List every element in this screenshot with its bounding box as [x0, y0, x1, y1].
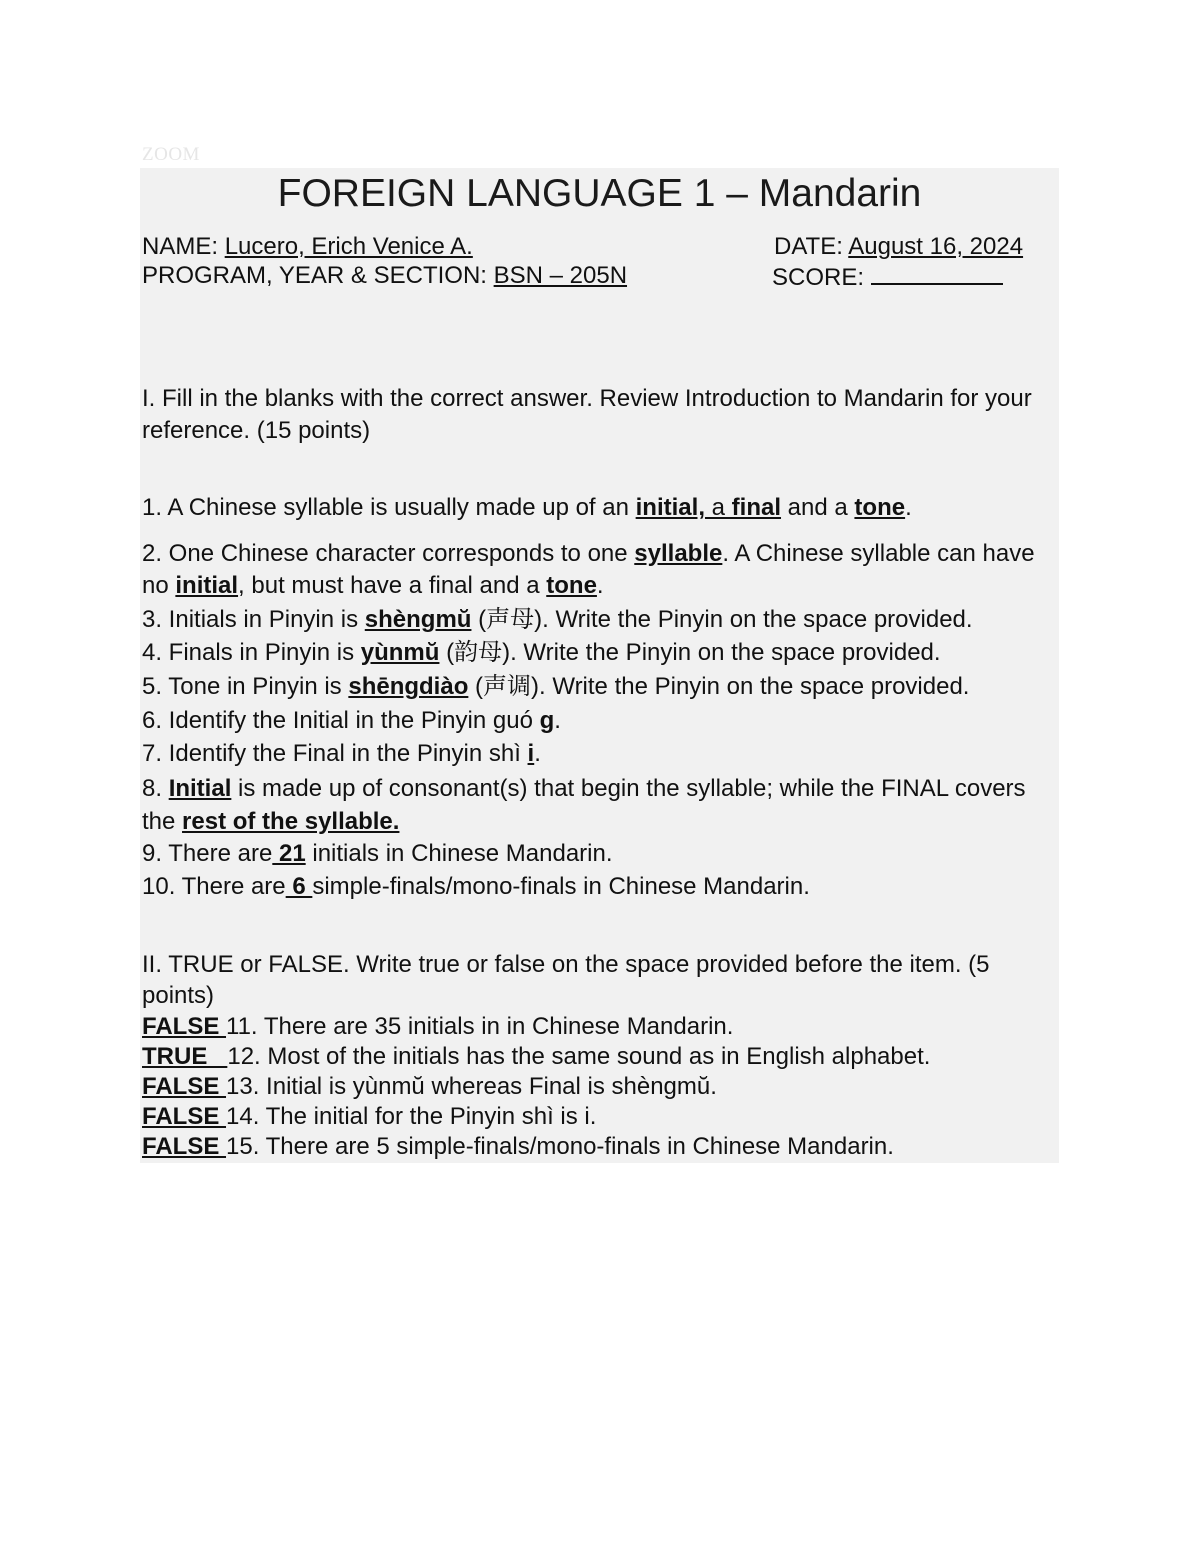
q2-text: 2. One Chinese character corresponds to one [142, 540, 635, 567]
q3-answer: shèngmŭ [364, 606, 472, 633]
tf-item-13 [142, 1072, 717, 1102]
q4-text: 4. Finals in Pinyin is [142, 639, 361, 666]
q5-answer: shēngdiào [348, 673, 469, 700]
question-9 [142, 839, 613, 869]
tf-text-14: 14. The initial for the Pinyin shì is i. [226, 1103, 597, 1130]
tf-item-15 [142, 1132, 894, 1162]
page-title: FOREIGN LANGUAGE 1 – Mandarin [277, 172, 922, 215]
q5-text: 5. Tone in Pinyin is [142, 673, 349, 700]
q2-text-b: . A Chinese syllable can have no [142, 540, 1035, 599]
q8-number: 8. [142, 775, 169, 802]
tf-item-14 [142, 1102, 596, 1132]
q1-text: 1. A Chinese syllable is usually made up of an [142, 494, 636, 521]
score-row [772, 261, 1003, 293]
name-label: NAME: [142, 233, 225, 260]
score-label: SCORE: [772, 264, 871, 291]
worksheet [140, 168, 1059, 1163]
question-10 [142, 872, 810, 902]
q1-answer-initial: initial, [635, 494, 705, 521]
q1-text-and: and a [781, 494, 855, 521]
q8-answer-initial: Initial [168, 775, 232, 802]
question-3 [142, 605, 973, 635]
q4-text-b: (韵母). Write the Pinyin on the space provided. [439, 639, 941, 666]
q6-text: 6. Identify the Initial in the Pinyin guó [142, 707, 540, 734]
q3-text-b: (声母). Write the Pinyin on the space provided. [471, 606, 973, 633]
name-value: Lucero, Erich Venice A. [224, 233, 473, 260]
q9-answer: 21 [272, 840, 306, 867]
watermark-text: ZOOM [142, 144, 200, 165]
tf-text-11: 11. There are 35 initials in in Chinese Mandarin. [226, 1013, 734, 1040]
q9-text: 9. There are [142, 840, 273, 867]
q6-period: . [554, 707, 561, 734]
q7-period: . [534, 740, 541, 767]
question-2 [142, 538, 1058, 602]
date-value: August 16, 2024 [848, 233, 1024, 260]
tf-item-11 [142, 1012, 733, 1042]
question-1 [142, 493, 912, 523]
q2-answer-syllable: syllable [634, 540, 723, 567]
question-5 [142, 672, 969, 702]
q7-answer: i [527, 740, 535, 767]
q5-text-b: (声调). Write the Pinyin on the space provided. [468, 673, 970, 700]
q6-answer: g [539, 707, 555, 734]
part1-instructions: I. Fill in the blanks with the correct answer. Review Introduction to Mandarin for your reference. (15 points) [142, 385, 1032, 444]
program-row [142, 261, 627, 291]
q3-text: 3. Initials in Pinyin is [142, 606, 365, 633]
program-value: BSN – 205N [493, 262, 628, 289]
q9-text-b: initials in Chinese Mandarin. [305, 840, 613, 867]
question-6 [142, 706, 561, 736]
q8-text: is made up of consonant(s) that begin the syllable; while the FINAL covers the [142, 775, 1026, 835]
q2-answer-tone: tone [546, 572, 597, 599]
question-4 [142, 638, 941, 668]
part2-instructions: II. TRUE or FALSE. Write true or false on the space provided before the item. (5 points) [142, 951, 990, 1009]
tf-answer-12: TRUE [142, 1043, 228, 1070]
q7-text: 7. Identify the Final in the Pinyin shì [142, 740, 528, 767]
tf-answer-14: FALSE [142, 1103, 227, 1130]
q1-period: . [905, 494, 912, 521]
q2-answer-initial: initial [175, 572, 239, 599]
q1-answer-tone: tone [854, 494, 906, 521]
tf-text-12: 12. Most of the initials has the same sound as in English alphabet. [227, 1043, 931, 1070]
q2-period: . [596, 572, 604, 599]
q1-text-a: a [704, 494, 725, 521]
question-8 [142, 772, 1058, 838]
q1-answer-final: final [725, 494, 782, 521]
tf-text-15: 15. There are 5 simple-finals/mono-finals in Chinese Mandarin. [226, 1133, 894, 1160]
name-row [142, 232, 473, 262]
date-label: DATE: [774, 233, 849, 260]
program-label: PROGRAM, YEAR & SECTION: [142, 262, 494, 289]
q8-answer-rest: rest of the syllable. [182, 808, 400, 835]
score-blank [871, 261, 1003, 285]
tf-answer-15: FALSE [142, 1133, 227, 1160]
tf-text-13: 13. Initial is yùnmŭ whereas Final is shèngmŭ. [226, 1073, 717, 1100]
q10-answer: 6 [285, 873, 313, 900]
q10-text: 10. There are [142, 873, 286, 900]
q4-answer: yùnmŭ [360, 639, 440, 666]
date-row [774, 232, 1023, 262]
tf-item-12 [142, 1042, 930, 1072]
tf-answer-11: FALSE [142, 1013, 227, 1040]
tf-answer-13: FALSE [142, 1073, 227, 1100]
question-7 [142, 739, 541, 769]
q2-text-c: , but must have a final and a [238, 572, 547, 599]
q10-text-b: simple-finals/mono-finals in Chinese Mandarin. [312, 873, 810, 900]
